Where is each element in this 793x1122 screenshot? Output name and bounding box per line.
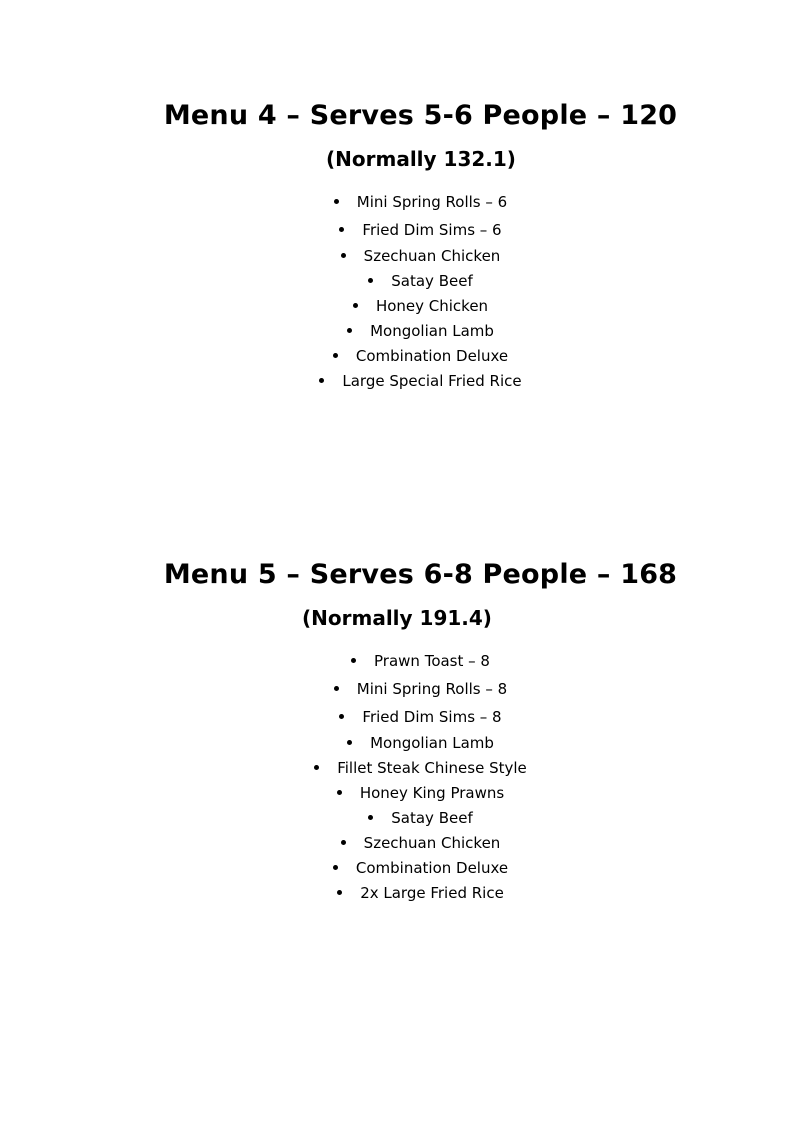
list-item-label: Mini Spring Rolls – 6 [356,193,508,211]
list-item [0,806,793,831]
list-item-label: Combination Deluxe [355,347,509,365]
list-item-label: Szechuan Chicken [363,247,501,265]
bullet-icon [347,328,352,333]
list-item-label: Mongolian Lamb [370,322,494,340]
bullet-icon [347,740,352,745]
bullet-icon [337,890,342,895]
list-item [0,647,793,675]
bullet-icon [341,253,346,258]
list-item-label: Honey King Prawns [359,784,505,802]
bullet-icon [334,199,339,204]
bullet-icon [339,227,344,232]
list-item-label: 2x Large Fried Rice [360,884,504,902]
menu-5-subtitle: (Normally 191.4) [302,606,492,630]
list-item-label: Mini Spring Rolls – 8 [356,680,508,698]
list-item-label: Fried Dim Sims – 8 [362,708,502,726]
list-item [0,319,793,344]
list-item [0,856,793,881]
list-item-label: Fried Dim Sims – 6 [362,221,502,239]
list-item-label: Satay Beef [391,809,473,827]
list-item-label: Prawn Toast – 8 [374,652,490,670]
list-item [0,731,793,756]
list-item [0,781,793,806]
list-item [0,244,793,269]
list-item-label: Honey Chicken [375,297,489,315]
bullet-icon [319,378,324,383]
menu-5-title: Menu 5 – Serves 6-8 People – 168 [163,559,678,590]
list-item-label: Mongolian Lamb [370,734,494,752]
list-item [0,675,793,703]
list-item [0,188,793,216]
list-item-label: Satay Beef [391,272,473,290]
list-item [0,881,793,906]
bullet-icon [314,765,319,770]
list-item [0,831,793,856]
list-item [0,369,793,394]
list-item [0,269,793,294]
menu-4-section [0,96,793,390]
menu-4-title: Menu 4 – Serves 5-6 People – 120 [163,100,678,131]
menu-4-item-list [0,188,793,394]
menu-5-section [0,555,793,902]
list-item [0,294,793,319]
bullet-icon [368,278,373,283]
bullet-icon [333,353,338,358]
list-item-label: Large Special Fried Rice [342,372,522,390]
list-item-label: Szechuan Chicken [363,834,501,852]
list-item-label: Fillet Steak Chinese Style [337,759,527,777]
bullet-icon [339,714,344,719]
bullet-icon [337,790,342,795]
bullet-icon [353,303,358,308]
bullet-icon [334,686,339,691]
list-item-label: Combination Deluxe [355,859,509,877]
list-item [0,216,793,244]
bullet-icon [368,815,373,820]
list-item [0,703,793,731]
bullet-icon [341,840,346,845]
bullet-icon [333,865,338,870]
bullet-icon [351,658,356,663]
list-item [0,344,793,369]
menu-4-subtitle: (Normally 132.1) [326,147,516,171]
list-item [0,756,793,781]
menu-5-item-list [0,647,793,906]
